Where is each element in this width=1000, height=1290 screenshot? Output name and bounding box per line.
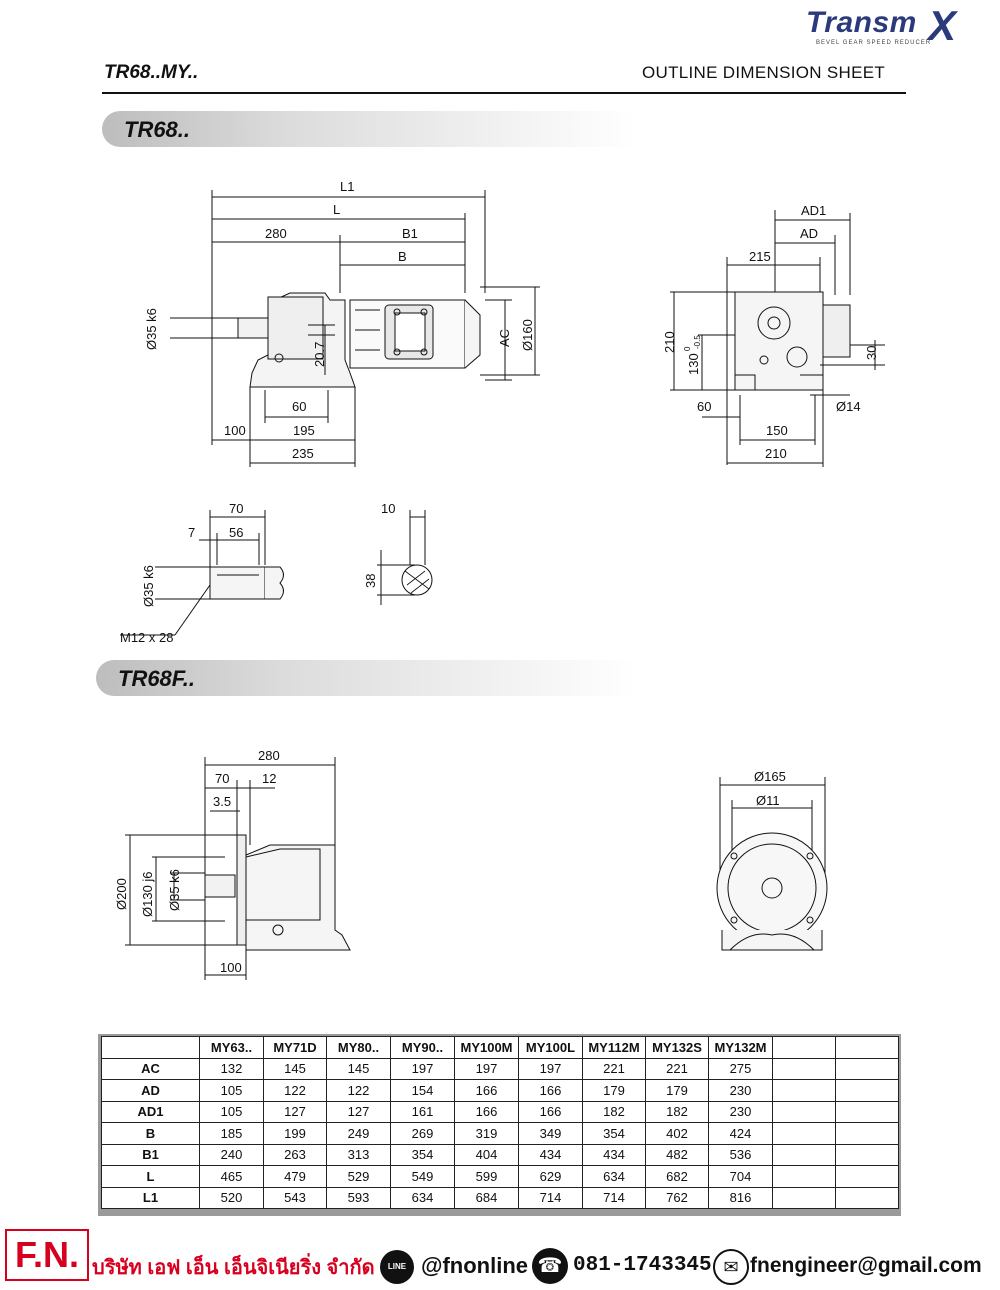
dim-60-end: 60	[697, 399, 712, 414]
dim-210-vertical: 210	[662, 331, 677, 353]
dim-AD: AD	[800, 226, 819, 241]
table-cell: 166	[455, 1101, 519, 1123]
dim-f-100: 100	[220, 960, 242, 975]
table-cell	[836, 1080, 899, 1102]
table-cell: 434	[519, 1144, 583, 1166]
tr68f-side-drawing	[110, 745, 370, 985]
dim-key-10: 10	[381, 501, 396, 516]
dim-shaft-70: 70	[229, 501, 244, 516]
dim-130-tol-lower: -0.5	[693, 335, 702, 349]
table-row-label: L1	[102, 1187, 200, 1209]
dim-shaft-dia: Ø35 k6	[144, 308, 159, 350]
table-cell	[836, 1144, 899, 1166]
table-cell: 762	[646, 1187, 709, 1209]
tr68-side-drawing	[140, 175, 560, 470]
shaft-detail-drawing	[115, 495, 315, 655]
table-header-cell: MY71D	[264, 1037, 327, 1059]
table-cell: 682	[646, 1166, 709, 1188]
dim-150: 150	[766, 423, 788, 438]
table-header-cell: MY132S	[646, 1037, 709, 1059]
table-cell: 354	[583, 1123, 646, 1145]
table-cell: 634	[583, 1166, 646, 1188]
dim-thread: M12 x 28	[120, 630, 174, 645]
dim-f-35k6: Ø35 k6	[167, 869, 182, 911]
table-header-cell: MY132M	[709, 1037, 773, 1059]
table-cell: 166	[519, 1101, 583, 1123]
dim-shaft-dia: Ø35 k6	[141, 565, 156, 607]
table-cell: 221	[646, 1058, 709, 1080]
table-cell: 634	[391, 1187, 455, 1209]
table-cell: 529	[327, 1166, 391, 1188]
table-cell: 482	[646, 1144, 709, 1166]
dim-L1: L1	[340, 179, 355, 194]
table-cell: 714	[519, 1187, 583, 1209]
table-cell: 549	[391, 1166, 455, 1188]
table-cell: 145	[264, 1058, 327, 1080]
dim-195: 195	[293, 423, 315, 438]
table-cell: 536	[709, 1144, 773, 1166]
table-row	[102, 1080, 899, 1102]
table-cell: 434	[583, 1144, 646, 1166]
dim-AD1: AD1	[801, 203, 827, 218]
dim-14: Ø14	[836, 399, 861, 414]
table-cell: 354	[391, 1144, 455, 1166]
dim-B1: B1	[402, 226, 418, 241]
table-cell: 593	[327, 1187, 391, 1209]
table-cell: 154	[391, 1080, 455, 1102]
table-row-label: L	[102, 1166, 200, 1188]
dim-f-70: 70	[215, 771, 230, 786]
table-cell	[773, 1187, 836, 1209]
brand-subtitle: BEVEL GEAR SPEED REDUCER	[816, 40, 932, 46]
table-cell: 263	[264, 1144, 327, 1166]
table-cell: 465	[200, 1166, 264, 1188]
table-header-cell: MY90..	[391, 1037, 455, 1059]
table-cell: 704	[709, 1166, 773, 1188]
brand-logo	[800, 2, 990, 49]
table-header-cell: MY100L	[519, 1037, 583, 1059]
company-name: บริษัท เอฟ เอ็น เอ็นจิเนียริ่ง จำกัด	[92, 1257, 375, 1279]
table-cell	[773, 1101, 836, 1123]
dim-key-38: 38	[363, 573, 378, 588]
table-cell: 105	[200, 1080, 264, 1102]
table-cell: 424	[709, 1123, 773, 1145]
table-cell: 543	[264, 1187, 327, 1209]
table-row	[102, 1058, 899, 1080]
table-header-cell: MY112M	[583, 1037, 646, 1059]
table-cell	[773, 1144, 836, 1166]
table-cell: 127	[264, 1101, 327, 1123]
dim-f-11: Ø11	[756, 793, 780, 808]
table-cell: 402	[646, 1123, 709, 1145]
table-cell: 684	[455, 1187, 519, 1209]
dim-235: 235	[292, 446, 314, 461]
dim-B: B	[398, 249, 407, 264]
dimension-table	[101, 1036, 899, 1209]
table-row-label: AC	[102, 1058, 200, 1080]
table-cell	[836, 1101, 899, 1123]
table-cell: 182	[583, 1101, 646, 1123]
dim-215: 215	[749, 249, 771, 264]
email-address[interactable]: fnengineer@gmail.com	[750, 1254, 982, 1277]
table-row	[102, 1123, 899, 1145]
dim-shaft-7: 7	[188, 525, 196, 540]
phone-icon: ☎	[532, 1248, 568, 1284]
sheet-title: OUTLINE DIMENSION SHEET	[642, 63, 886, 82]
table-cell: 197	[455, 1058, 519, 1080]
email-icon: ✉	[713, 1249, 749, 1285]
table-cell: 145	[327, 1058, 391, 1080]
table-cell: 816	[709, 1187, 773, 1209]
section-title-tr68f: TR68F..	[118, 666, 196, 691]
tr68f-end-drawing	[700, 765, 840, 955]
section-band-tr68	[102, 111, 637, 147]
table-cell: 319	[455, 1123, 519, 1145]
tr68-end-drawing	[660, 195, 900, 470]
fn-logo: F.N.	[5, 1229, 89, 1281]
table-row	[102, 1166, 899, 1188]
table-header-cell: MY100M	[455, 1037, 519, 1059]
dim-f-280: 280	[258, 748, 280, 763]
table-row	[102, 1101, 899, 1123]
dim-f-130j6: Ø130 j6	[140, 871, 155, 917]
table-row	[102, 1187, 899, 1209]
table-cell: 249	[327, 1123, 391, 1145]
section-title-tr68: TR68..	[124, 117, 191, 142]
table-row-label: AD	[102, 1080, 200, 1102]
dim-100: 100	[224, 423, 246, 438]
table-cell	[836, 1166, 899, 1188]
table-header-cell	[836, 1037, 899, 1059]
table-cell: 132	[200, 1058, 264, 1080]
table-header-cell	[102, 1037, 200, 1059]
dim-shaft-56: 56	[229, 525, 244, 540]
header-rule	[102, 92, 906, 94]
table-cell: 599	[455, 1166, 519, 1188]
brand-x: X	[928, 2, 957, 49]
table-cell: 197	[391, 1058, 455, 1080]
table-cell: 161	[391, 1101, 455, 1123]
table-cell: 520	[200, 1187, 264, 1209]
table-cell: 166	[519, 1080, 583, 1102]
table-cell: 230	[709, 1080, 773, 1102]
table-cell	[773, 1058, 836, 1080]
dim-130-tol-upper: 0	[683, 346, 692, 351]
table-cell: 230	[709, 1101, 773, 1123]
table-cell	[773, 1123, 836, 1145]
table-cell: 349	[519, 1123, 583, 1145]
table-cell: 240	[200, 1144, 264, 1166]
brand-name: Transm	[806, 6, 917, 39]
table-row-label: AD1	[102, 1101, 200, 1123]
table-cell	[836, 1058, 899, 1080]
table-header-cell: MY63..	[200, 1037, 264, 1059]
table-row-label: B	[102, 1123, 200, 1145]
dimension-table-frame	[98, 1034, 901, 1216]
table-cell: 185	[200, 1123, 264, 1145]
line-icon: LINE	[380, 1250, 414, 1284]
table-header-row	[102, 1037, 899, 1059]
dim-L: L	[333, 202, 341, 217]
table-cell: 479	[264, 1166, 327, 1188]
dim-160: Ø160	[520, 319, 535, 351]
table-cell: 275	[709, 1058, 773, 1080]
table-cell: 714	[583, 1187, 646, 1209]
dim-210-horizontal: 210	[765, 446, 787, 461]
table-cell: 182	[646, 1101, 709, 1123]
table-cell	[773, 1080, 836, 1102]
table-cell: 179	[646, 1080, 709, 1102]
dim-f-12: 12	[262, 771, 277, 786]
table-cell	[836, 1123, 899, 1145]
table-cell: 197	[519, 1058, 583, 1080]
phone-number[interactable]: 081-1743345	[573, 1254, 712, 1277]
section-band-tr68f	[96, 660, 636, 696]
table-header-cell	[773, 1037, 836, 1059]
table-cell: 166	[455, 1080, 519, 1102]
dim-f-200: Ø200	[114, 878, 129, 910]
table-header-cell: MY80..	[327, 1037, 391, 1059]
table-cell: 122	[327, 1080, 391, 1102]
table-cell: 269	[391, 1123, 455, 1145]
line-id[interactable]: @fnonline	[421, 1253, 528, 1278]
table-cell: 313	[327, 1144, 391, 1166]
table-cell: 122	[264, 1080, 327, 1102]
table-cell	[836, 1187, 899, 1209]
table-cell: 127	[327, 1101, 391, 1123]
dim-AC: AC	[497, 328, 512, 347]
dim-20-7: 20.7	[312, 341, 327, 367]
dim-30: 30	[864, 345, 879, 360]
dim-280: 280	[265, 226, 287, 241]
dim-60: 60	[292, 399, 307, 414]
dim-f-165: Ø165	[754, 769, 786, 784]
table-cell: 179	[583, 1080, 646, 1102]
table-cell	[773, 1166, 836, 1188]
model-title: TR68..MY..	[104, 62, 199, 83]
dim-130: 130	[686, 353, 701, 375]
table-row	[102, 1144, 899, 1166]
table-cell: 629	[519, 1166, 583, 1188]
table-cell: 404	[455, 1144, 519, 1166]
key-detail-drawing	[355, 495, 455, 615]
table-cell: 105	[200, 1101, 264, 1123]
table-cell: 221	[583, 1058, 646, 1080]
table-row-label: B1	[102, 1144, 200, 1166]
dim-f-3-5: 3.5	[213, 794, 232, 809]
table-cell: 199	[264, 1123, 327, 1145]
